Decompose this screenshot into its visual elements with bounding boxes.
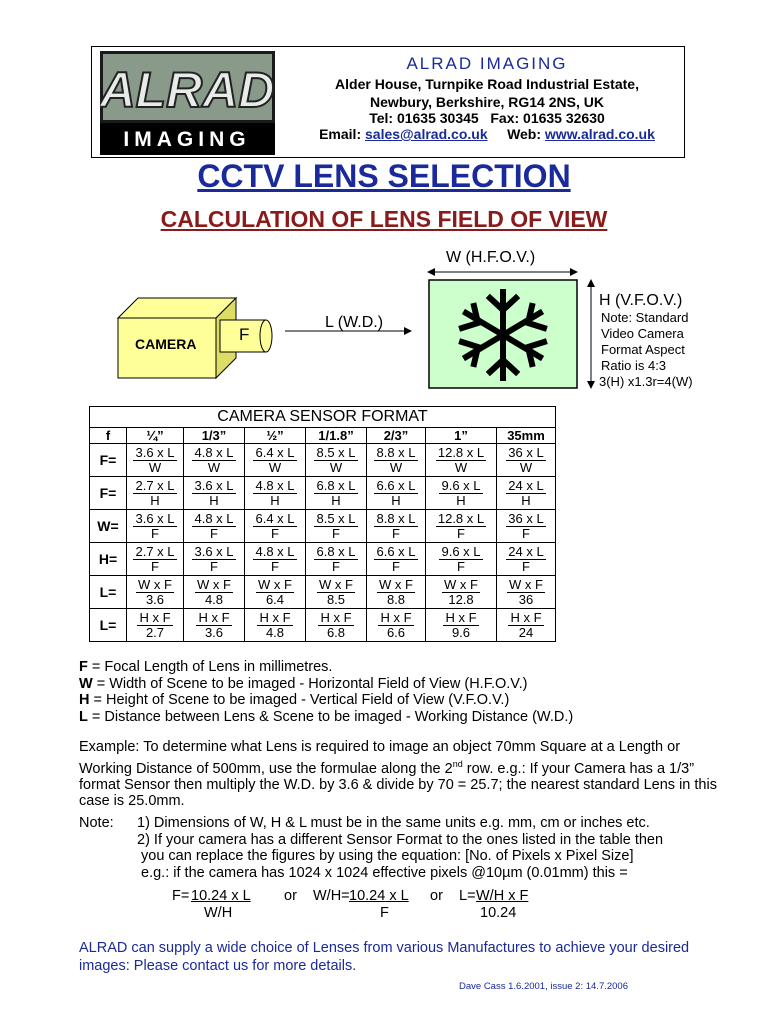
- formula-1-numerator: 10.24 x L: [191, 888, 251, 904]
- fraction-numerator: 3.6 x L: [194, 543, 234, 559]
- formula-fraction: [253, 479, 296, 508]
- formula-fraction: [439, 545, 482, 574]
- formula-fraction: [136, 578, 174, 607]
- formula-cell: [426, 609, 497, 642]
- formula-3-prefix: L=: [459, 888, 476, 904]
- formula-cell: [245, 477, 306, 510]
- supply-statement: ALRAD can supply a wide choice of Lenses from various Manufactures to achieve your desired images: Please contact us for more details.: [79, 940, 690, 974]
- fraction-denominator: W: [207, 459, 221, 475]
- sensor-format-table: [89, 406, 556, 642]
- formula-cell: [245, 510, 306, 543]
- table-body: [90, 444, 556, 642]
- fraction-numerator: 6.6 x L: [376, 543, 416, 559]
- definition-item: F = Focal Length of Lens in millimetres.: [79, 659, 333, 675]
- address-line-2: Newbury, Berkshire, RG14 2NS, UK: [370, 94, 604, 110]
- fraction-denominator: W: [519, 459, 533, 475]
- formula-fraction: [192, 446, 235, 475]
- fraction-numerator: H x F: [139, 609, 171, 625]
- formula-cell: [127, 576, 184, 609]
- formula-cell: [367, 576, 426, 609]
- fraction-numerator: 36 x L: [508, 510, 544, 526]
- fraction-numerator: 8.8 x L: [376, 510, 416, 526]
- svg-text:ALRAD: ALRAD: [100, 62, 275, 118]
- fraction-denominator: F: [457, 558, 465, 574]
- note-line-2: 2) If your camera has a different Sensor Format to the ones listed in the table then: [137, 831, 664, 848]
- formula-fraction: [256, 578, 294, 607]
- formula-cell: [306, 510, 367, 543]
- fraction-denominator: 9.6: [451, 624, 471, 640]
- format-header-cell: 1/1.8”: [306, 428, 367, 444]
- fraction-numerator: H x F: [445, 609, 477, 625]
- fraction-numerator: W x F: [379, 576, 413, 592]
- fraction-denominator: H: [270, 492, 280, 508]
- format-header-cell: 35mm: [497, 428, 556, 444]
- author-signature: Dave Cass 1.6.2001, issue 2: 14.7.2006: [459, 981, 629, 992]
- fraction-denominator: 36: [518, 591, 534, 607]
- formula-1-prefix: F=: [172, 888, 190, 904]
- note-line: Format Aspect: [601, 342, 685, 357]
- formula-fraction: [195, 578, 233, 607]
- formula-fraction: [133, 479, 176, 508]
- format-header-cell: 1/3”: [184, 428, 245, 444]
- formula-fraction: [506, 512, 545, 541]
- fraction-numerator: H x F: [510, 609, 542, 625]
- formula-cell: [245, 444, 306, 477]
- fraction-denominator: F: [332, 558, 340, 574]
- fraction-denominator: H: [456, 492, 466, 508]
- fraction-denominator: F: [392, 558, 400, 574]
- fraction-denominator: 8.5: [326, 591, 346, 607]
- note-line-4: e.g.: if the camera has 1024 x 1024 effective pixels @10µm (0.01mm) this =: [137, 864, 628, 881]
- formula-fraction: [508, 611, 543, 640]
- definition-item: L = Distance between Lens & Scene to be imaged - Working Distance (W.D.): [79, 708, 574, 725]
- fraction-numerator: H x F: [380, 609, 412, 625]
- web-label: Web:: [507, 126, 542, 142]
- fraction-denominator: H: [391, 492, 401, 508]
- fraction-denominator: 24: [518, 624, 534, 640]
- or-separator: or: [430, 888, 443, 904]
- formula-fraction: [133, 446, 176, 475]
- formula-fraction: [506, 446, 545, 475]
- formula-cell: [184, 576, 245, 609]
- fraction-denominator: H: [521, 492, 531, 508]
- formula-fraction: [374, 545, 417, 574]
- formula-cell: [184, 543, 245, 576]
- row-label-cell: W=: [90, 510, 127, 543]
- fraction-denominator: F: [522, 525, 530, 541]
- formula-cell: [497, 543, 556, 576]
- contact-line: [292, 126, 682, 142]
- fraction-denominator: 8.8: [386, 591, 406, 607]
- formula-fraction: [314, 512, 357, 541]
- page-subtitle: CALCULATION OF LENS FIELD OF VIEW: [160, 206, 608, 232]
- formula-cell: [184, 609, 245, 642]
- fraction-numerator: 4.8 x L: [255, 543, 295, 559]
- svg-text:IMAGING: IMAGING: [123, 128, 251, 151]
- formula-fraction: [506, 545, 545, 574]
- formula-fraction: [253, 446, 296, 475]
- fraction-numerator: W x F: [258, 576, 292, 592]
- fraction-denominator: 6.4: [265, 591, 285, 607]
- formula-fraction: [374, 479, 417, 508]
- fraction-denominator: F: [151, 525, 159, 541]
- fraction-numerator: 6.8 x L: [316, 477, 356, 493]
- formula-cell: [497, 510, 556, 543]
- note-line-1: 1) Dimensions of W, H & L must be in the same units e.g. mm, cm or inches etc.: [137, 815, 650, 831]
- fraction-numerator: 6.4 x L: [255, 444, 295, 460]
- formula-fraction: [374, 446, 417, 475]
- formula-fraction: [314, 446, 357, 475]
- formula-cell: [127, 609, 184, 642]
- fraction-numerator: 4.8 x L: [255, 477, 295, 493]
- fraction-numerator: 6.8 x L: [316, 543, 356, 559]
- phone-fax-line: Tel: 01635 30345 Fax: 01635 32630: [369, 110, 605, 126]
- formula-cell: [306, 576, 367, 609]
- formula-fraction: [439, 479, 482, 508]
- fraction-denominator: W: [454, 459, 468, 475]
- fraction-denominator: F: [332, 525, 340, 541]
- formula-cell: [497, 477, 556, 510]
- fraction-numerator: W x F: [444, 576, 478, 592]
- formula-fraction: [436, 446, 486, 475]
- fraction-numerator: H x F: [259, 609, 291, 625]
- table-caption: CAMERA SENSOR FORMAT: [90, 407, 556, 428]
- formula-fraction: [192, 545, 235, 574]
- l-wd-label: L (W.D.): [325, 314, 384, 331]
- table-row: [90, 543, 556, 576]
- fraction-denominator: W: [329, 459, 343, 475]
- formula-3-numerator: W/H x F: [476, 888, 529, 904]
- fraction-numerator: 36 x L: [508, 444, 544, 460]
- fraction-denominator: 6.8: [326, 624, 346, 640]
- camera-label: CAMERA: [135, 336, 197, 352]
- formula-fraction: [314, 479, 357, 508]
- fraction-numerator: 9.6 x L: [441, 477, 481, 493]
- fraction-denominator: W: [268, 459, 282, 475]
- fraction-denominator: H: [150, 492, 160, 508]
- table-row: [90, 477, 556, 510]
- formula-fraction: [436, 512, 486, 541]
- fraction-numerator: 8.5 x L: [316, 510, 356, 526]
- row-label-cell: F=: [90, 444, 127, 477]
- fraction-denominator: F: [210, 558, 218, 574]
- formula-fraction: [192, 512, 235, 541]
- formula-cell: [127, 477, 184, 510]
- formula-cell: [245, 576, 306, 609]
- fraction-numerator: H x F: [320, 609, 352, 625]
- formula-cell: [367, 444, 426, 477]
- note-line: Ratio is 4:3: [601, 358, 667, 373]
- formula-fraction: [137, 611, 172, 640]
- formula-fraction: [507, 578, 545, 607]
- formula-cell: [367, 543, 426, 576]
- fraction-numerator: 4.8 x L: [194, 444, 234, 460]
- formula-cell: [497, 609, 556, 642]
- w-hfov-label: W (H.F.O.V.): [446, 249, 536, 266]
- h-vfov-label: H (V.F.O.V.): [599, 292, 683, 309]
- formula-cell: [497, 444, 556, 477]
- note-line: Note: Standard: [601, 310, 689, 325]
- formula-fraction: [253, 512, 296, 541]
- fraction-denominator: F: [457, 525, 465, 541]
- formula-cell: [306, 543, 367, 576]
- fraction-denominator: H: [331, 492, 341, 508]
- fraction-numerator: 2.7 x L: [135, 543, 175, 559]
- formula-fraction: [253, 545, 296, 574]
- formula-cell: [426, 510, 497, 543]
- formula-fraction: [133, 545, 176, 574]
- fraction-denominator: 3.6: [204, 624, 224, 640]
- table-corner-cell: f: [90, 428, 127, 444]
- email-link[interactable]: sales@alrad.co.uk: [365, 126, 488, 142]
- format-header-cell: ½”: [245, 428, 306, 444]
- formula-cell: [306, 444, 367, 477]
- fraction-denominator: F: [392, 525, 400, 541]
- fraction-denominator: F: [271, 525, 279, 541]
- fraction-numerator: W x F: [197, 576, 231, 592]
- fraction-denominator: 4.8: [265, 624, 285, 640]
- conversion-formulas: [172, 888, 592, 924]
- fraction-numerator: 24 x L: [508, 543, 544, 559]
- formula-fraction: [196, 611, 231, 640]
- fraction-numerator: 4.8 x L: [194, 510, 234, 526]
- fraction-denominator: F: [522, 558, 530, 574]
- table-row: [90, 444, 556, 477]
- fraction-numerator: W x F: [138, 576, 172, 592]
- formula-fraction: [443, 611, 478, 640]
- note-line: Video Camera: [601, 326, 684, 341]
- formula-cell: [184, 444, 245, 477]
- formula-cell: [306, 609, 367, 642]
- fraction-numerator: W x F: [509, 576, 543, 592]
- fraction-numerator: H x F: [198, 609, 230, 625]
- fraction-denominator: 12.8: [448, 591, 474, 607]
- example-paragraph: Example: To determine what Lens is required to image an object 70mm Square at a Length or Working Distance of 500mm, use the formulae along the 2nd row. e.g.: If your Camera has a 1/3” format Sensor then multiply the W.D. by 3.6 & divide by 70 = 25.7; the nearest standard Lens in this case is 25.0mm.: [79, 739, 717, 810]
- formula-cell: [184, 510, 245, 543]
- formula-cell: [245, 609, 306, 642]
- formula-fraction: [374, 512, 417, 541]
- formula-2-denominator: F: [380, 905, 389, 921]
- formula-cell: [367, 609, 426, 642]
- fraction-numerator: W x F: [319, 576, 353, 592]
- formula-cell: [127, 543, 184, 576]
- fraction-denominator: F: [271, 558, 279, 574]
- format-header-cell: 2/3”: [367, 428, 426, 444]
- formula-cell: [426, 543, 497, 576]
- row-label-cell: L=: [90, 609, 127, 642]
- formula-cell: [306, 477, 367, 510]
- fraction-numerator: 12.8 x L: [437, 444, 485, 460]
- formula-cell: [184, 477, 245, 510]
- fraction-numerator: 6.6 x L: [376, 477, 416, 493]
- formula-cell: [426, 444, 497, 477]
- formula-fraction: [257, 611, 292, 640]
- fraction-denominator: 3.6: [145, 591, 165, 607]
- formula-cell: [127, 444, 184, 477]
- web-link[interactable]: www.alrad.co.uk: [544, 126, 655, 142]
- fraction-denominator: 4.8: [204, 591, 224, 607]
- definition-item: H = Height of Scene to be imaged - Vertical Field of View (V.F.O.V.): [79, 692, 510, 708]
- fraction-denominator: 6.6: [386, 624, 406, 640]
- formula-cell: [497, 576, 556, 609]
- definitions-list: [79, 659, 573, 725]
- or-separator: or: [284, 888, 297, 904]
- formula-fraction: [378, 611, 413, 640]
- table-row: [90, 576, 556, 609]
- fraction-denominator: W: [148, 459, 162, 475]
- fraction-numerator: 8.5 x L: [316, 444, 356, 460]
- note-line-3: you can replace the figures by using the equation: [No. of Pixels x Pixel Size]: [137, 848, 634, 864]
- fraction-denominator: F: [151, 558, 159, 574]
- notes-label: Note:: [79, 815, 114, 831]
- formula-cell: [426, 576, 497, 609]
- formula-2-prefix: W/H=: [313, 888, 350, 904]
- formula-fraction: [192, 479, 235, 508]
- formula-fraction: [377, 578, 415, 607]
- note-line: 3(H) x1.3r=4(W): [599, 374, 693, 389]
- fraction-numerator: 3.6 x L: [135, 510, 175, 526]
- fraction-numerator: 8.8 x L: [376, 444, 416, 460]
- fraction-denominator: W: [389, 459, 403, 475]
- table-row: [90, 609, 556, 642]
- fraction-numerator: 3.6 x L: [194, 477, 234, 493]
- alrad-logo: [100, 51, 275, 155]
- formula-fraction: [442, 578, 480, 607]
- table-header-row: [90, 428, 556, 444]
- formula-cell: [245, 543, 306, 576]
- lens-face: [260, 320, 272, 352]
- address-line-1: Alder House, Turnpike Road Industrial Estate,: [335, 76, 639, 92]
- fraction-numerator: 2.7 x L: [135, 477, 175, 493]
- row-label-cell: F=: [90, 477, 127, 510]
- fraction-denominator: F: [210, 525, 218, 541]
- focal-f-label: F: [239, 325, 250, 344]
- aspect-ratio-note: [601, 310, 711, 390]
- fraction-numerator: 12.8 x L: [437, 510, 485, 526]
- definition-item: W = Width of Scene to be imaged - Horizontal Field of View (H.F.O.V.): [79, 675, 528, 692]
- formula-fraction: [506, 479, 545, 508]
- row-label-cell: L=: [90, 576, 127, 609]
- formula-fraction: [318, 611, 353, 640]
- page-title: CCTV LENS SELECTION: [197, 158, 571, 194]
- formula-cell: [367, 510, 426, 543]
- formula-cell: [367, 477, 426, 510]
- notes-block: [79, 815, 719, 881]
- row-label-cell: H=: [90, 543, 127, 576]
- fraction-denominator: 2.7: [145, 624, 165, 640]
- formula-fraction: [317, 578, 355, 607]
- formula-3-denominator: 10.24: [480, 905, 517, 921]
- formula-fraction: [314, 545, 357, 574]
- formula-cell: [127, 510, 184, 543]
- formula-1-denominator: W/H: [204, 905, 233, 921]
- formula-2-numerator: 10.24 x L: [349, 888, 409, 904]
- email-label: Email:: [319, 126, 362, 142]
- fraction-numerator: 6.4 x L: [255, 510, 295, 526]
- formula-fraction: [133, 512, 176, 541]
- formula-cell: [426, 477, 497, 510]
- company-name: ALRAD IMAGING: [406, 54, 568, 73]
- format-header-cell: 1”: [426, 428, 497, 444]
- fraction-numerator: 24 x L: [508, 477, 544, 493]
- format-header-cell: ¼”: [127, 428, 184, 444]
- fraction-denominator: H: [209, 492, 219, 508]
- fraction-numerator: 3.6 x L: [135, 444, 175, 460]
- table-row: [90, 510, 556, 543]
- fraction-numerator: 9.6 x L: [441, 543, 481, 559]
